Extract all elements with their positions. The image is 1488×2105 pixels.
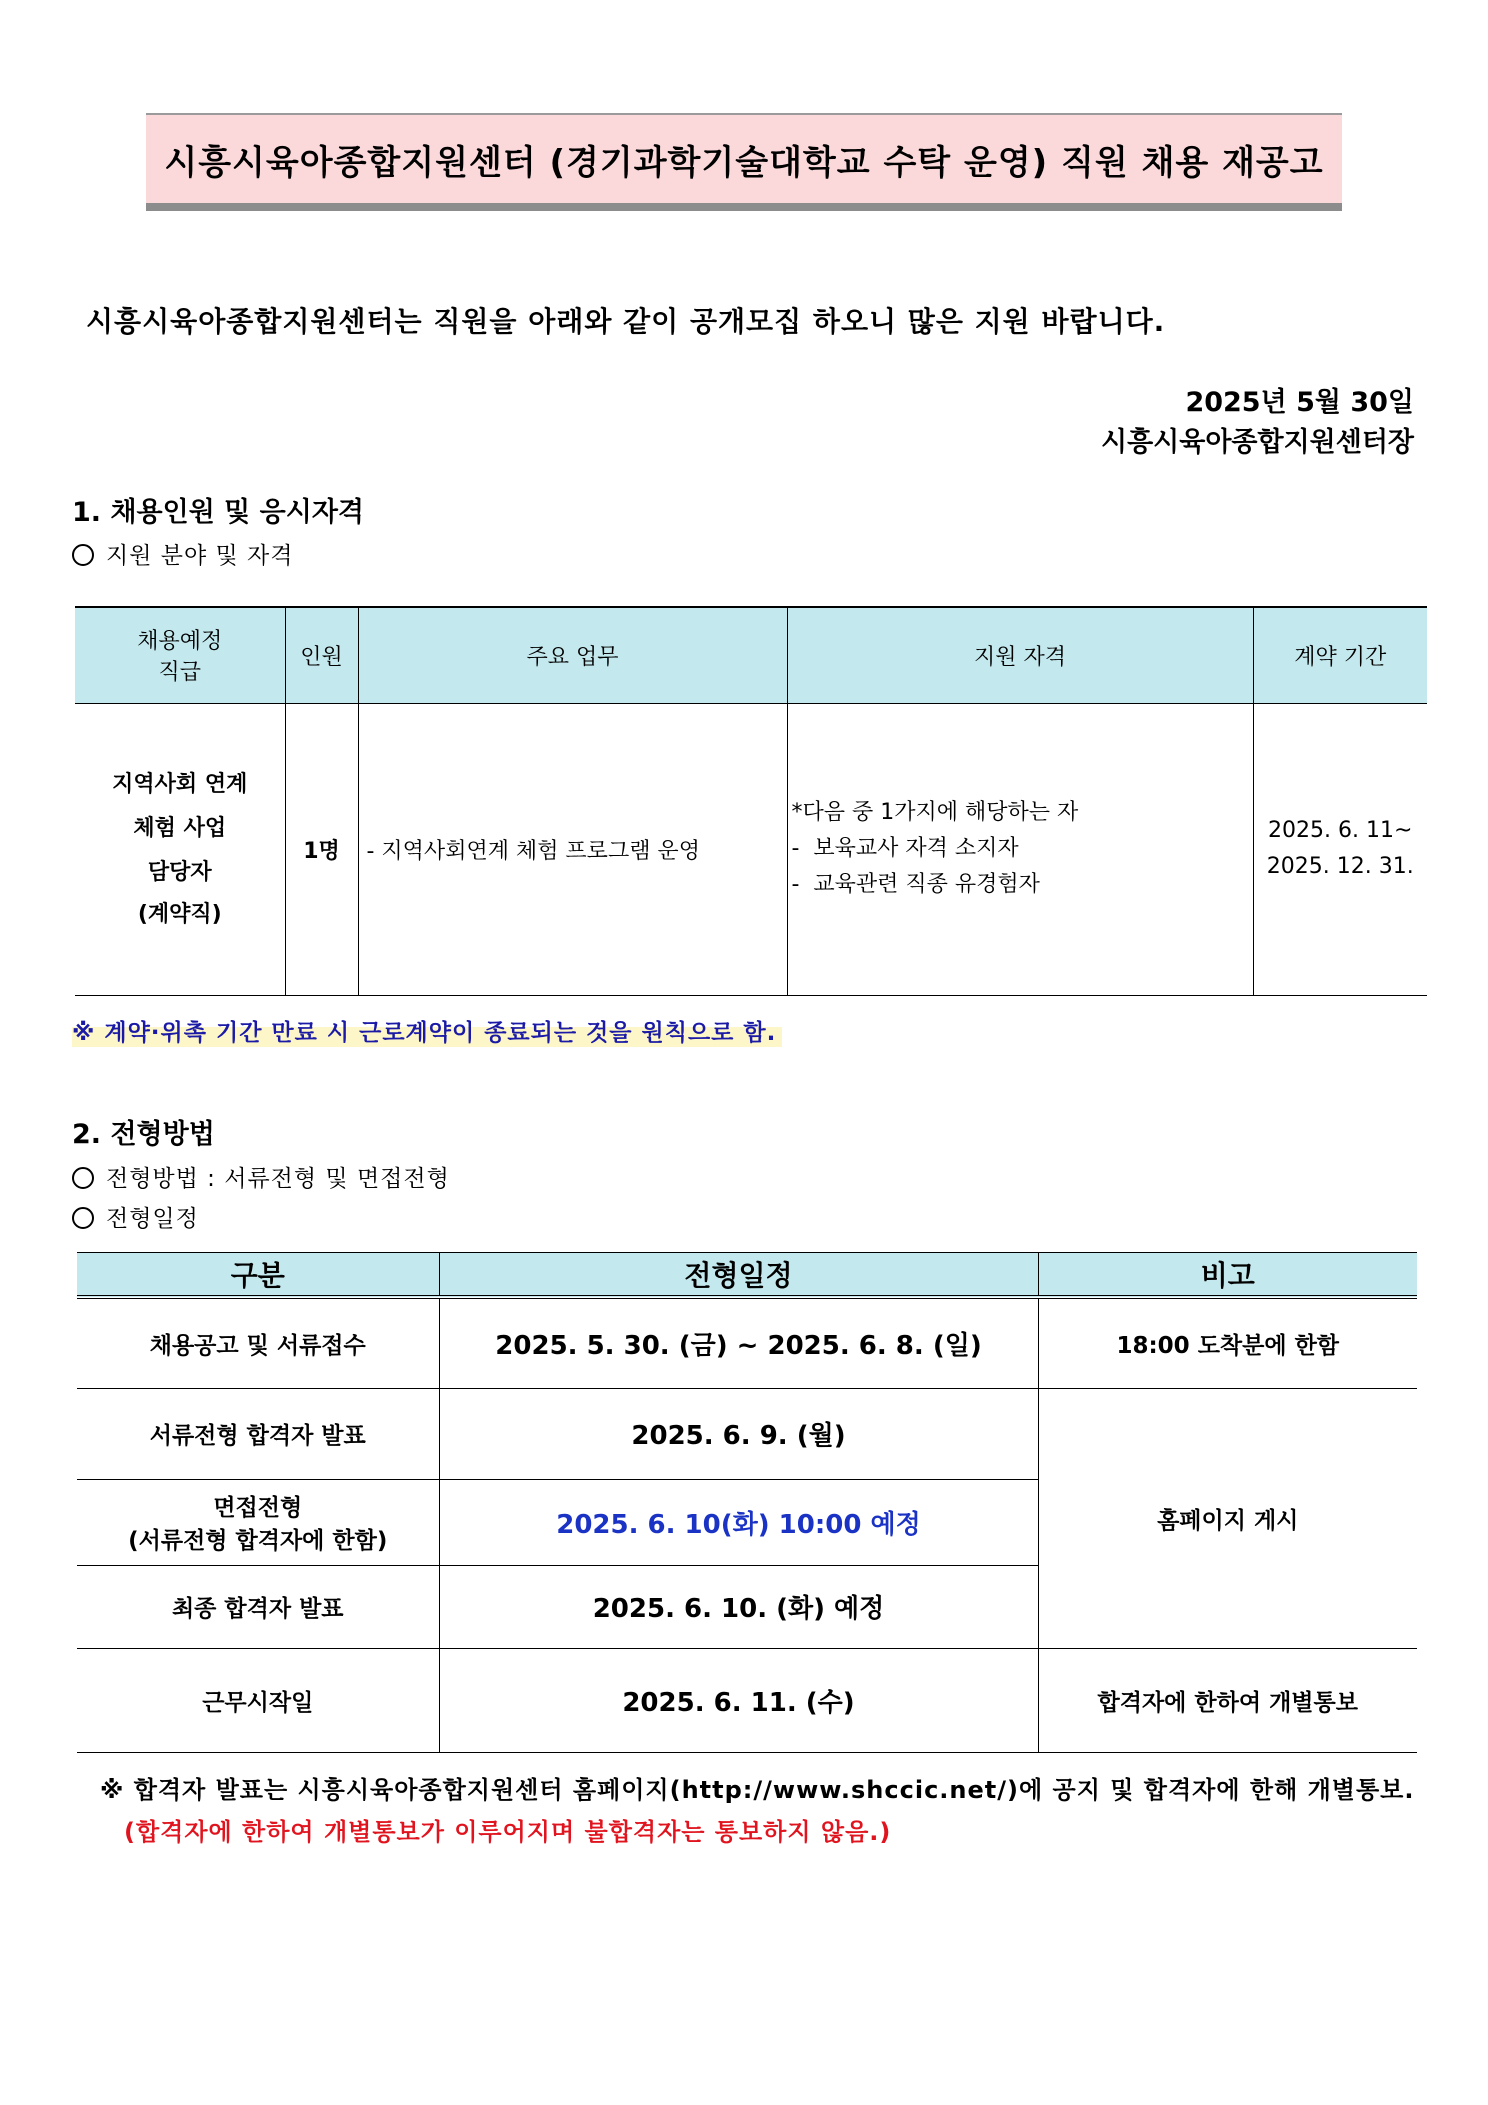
cell-position [75, 703, 285, 995]
position-line1: 지역사회 연계 [112, 772, 248, 797]
section1-title: 1. 채용인원 및 응시자격 [72, 497, 364, 528]
position-line2: 체험 사업 [133, 816, 227, 841]
qual-line2: - 보육교사 자격 소지자 [791, 836, 1019, 861]
row-schedule: 2025. 6. 10(화) 10:00 예정 [439, 1479, 1038, 1565]
notice-date: 2025년 5월 30일 [1185, 387, 1414, 418]
table-row [77, 1648, 1417, 1752]
row-schedule: 2025. 6. 10. (화) 예정 [439, 1565, 1038, 1648]
header-category: 구분 [77, 1253, 439, 1298]
position-type: (계약직) [137, 902, 222, 927]
header-position [75, 607, 285, 703]
period-start: 2025. 6. 11~ [1268, 818, 1413, 843]
title-banner [146, 113, 1342, 211]
table-row [77, 1388, 1417, 1479]
intro-text: 시흥시육아종합지원센터는 직원을 아래와 같이 공개모집 하오니 많은 지원 바랍니다. [86, 305, 1166, 338]
circle-bullet-icon [72, 1207, 94, 1229]
cell-period [1253, 703, 1427, 995]
row-label: 서류전형 합격자 발표 [77, 1388, 439, 1479]
announcement-note-red: (합격자에 한하여 개별통보가 이루어지며 불합격자는 통보하지 않음.) [124, 1818, 892, 1846]
section2-sub2-text: 전형일정 [106, 1206, 199, 1232]
row-label-line2: (서류전형 합격자에 한함) [128, 1528, 388, 1554]
circle-bullet-icon [72, 1167, 94, 1189]
section1-sub [72, 537, 293, 570]
row-remarks: 18:00 도착분에 한함 [1038, 1297, 1417, 1388]
section2-sub1 [72, 1160, 450, 1193]
header-remarks: 비고 [1038, 1253, 1417, 1298]
qual-line1: *다음 중 1가지에 해당하는 자 [791, 800, 1079, 825]
row-remarks: 홈페이지 게시 [1038, 1388, 1417, 1648]
row-label: 최종 합격자 발표 [77, 1565, 439, 1648]
period-end: 2025. 12. 31. [1266, 854, 1414, 879]
position-line3: 담당자 [147, 860, 212, 885]
section2-title: 2. 전형방법 [72, 1119, 215, 1150]
header-duties: 주요 업무 [358, 607, 787, 703]
recruitment-table [75, 606, 1427, 996]
row-label: 근무시작일 [77, 1648, 439, 1752]
section2-sub2 [72, 1200, 199, 1233]
header-schedule: 전형일정 [439, 1253, 1038, 1298]
cell-headcount: 1명 [285, 703, 358, 995]
row-label [77, 1479, 439, 1565]
issuer: 시흥시육아종합지원센터장 [1101, 427, 1414, 458]
cell-duties: - 지역사회연계 체험 프로그램 운영 [358, 703, 787, 995]
table-row [77, 1297, 1417, 1388]
table-row [75, 703, 1427, 995]
row-label: 채용공고 및 서류접수 [77, 1297, 439, 1388]
schedule-table [77, 1252, 1417, 1753]
cell-qualification [787, 703, 1253, 995]
page-title: 시흥시육아종합지원센터 (경기과학기술대학교 수탁 운영) 직원 채용 재공고 [164, 142, 1324, 183]
header-qualification: 지원 자격 [787, 607, 1253, 703]
section1-sub-text: 지원 분야 및 자격 [106, 543, 294, 569]
row-label-line1: 면접전형 [213, 1495, 303, 1521]
qual-line3: - 교육관련 직종 유경험자 [791, 872, 1040, 897]
circle-bullet-icon [72, 544, 94, 566]
header-position-line2: 직급 [158, 660, 201, 686]
header-position-line1: 채용예정 [137, 629, 223, 655]
row-schedule: 2025. 6. 11. (수) [439, 1648, 1038, 1752]
announcement-note: ※ 합격자 발표는 시흥시육아종합지원센터 홈페이지(http://www.shccic.net/)에 공지 및 합격자에 한해 개별통보. [100, 1776, 1415, 1804]
row-remarks: 합격자에 한하여 개별통보 [1038, 1648, 1417, 1752]
row-schedule: 2025. 5. 30. (금) ~ 2025. 6. 8. (일) [439, 1297, 1038, 1388]
row-schedule: 2025. 6. 9. (월) [439, 1388, 1038, 1479]
header-period: 계약 기간 [1253, 607, 1427, 703]
contract-note: ※ 계약·위촉 기간 만료 시 근로계약이 종료되는 것을 원칙으로 함. [72, 1014, 782, 1047]
section2-sub1-text: 전형방법 : 서류전형 및 면접전형 [106, 1166, 450, 1192]
header-headcount: 인원 [285, 607, 358, 703]
